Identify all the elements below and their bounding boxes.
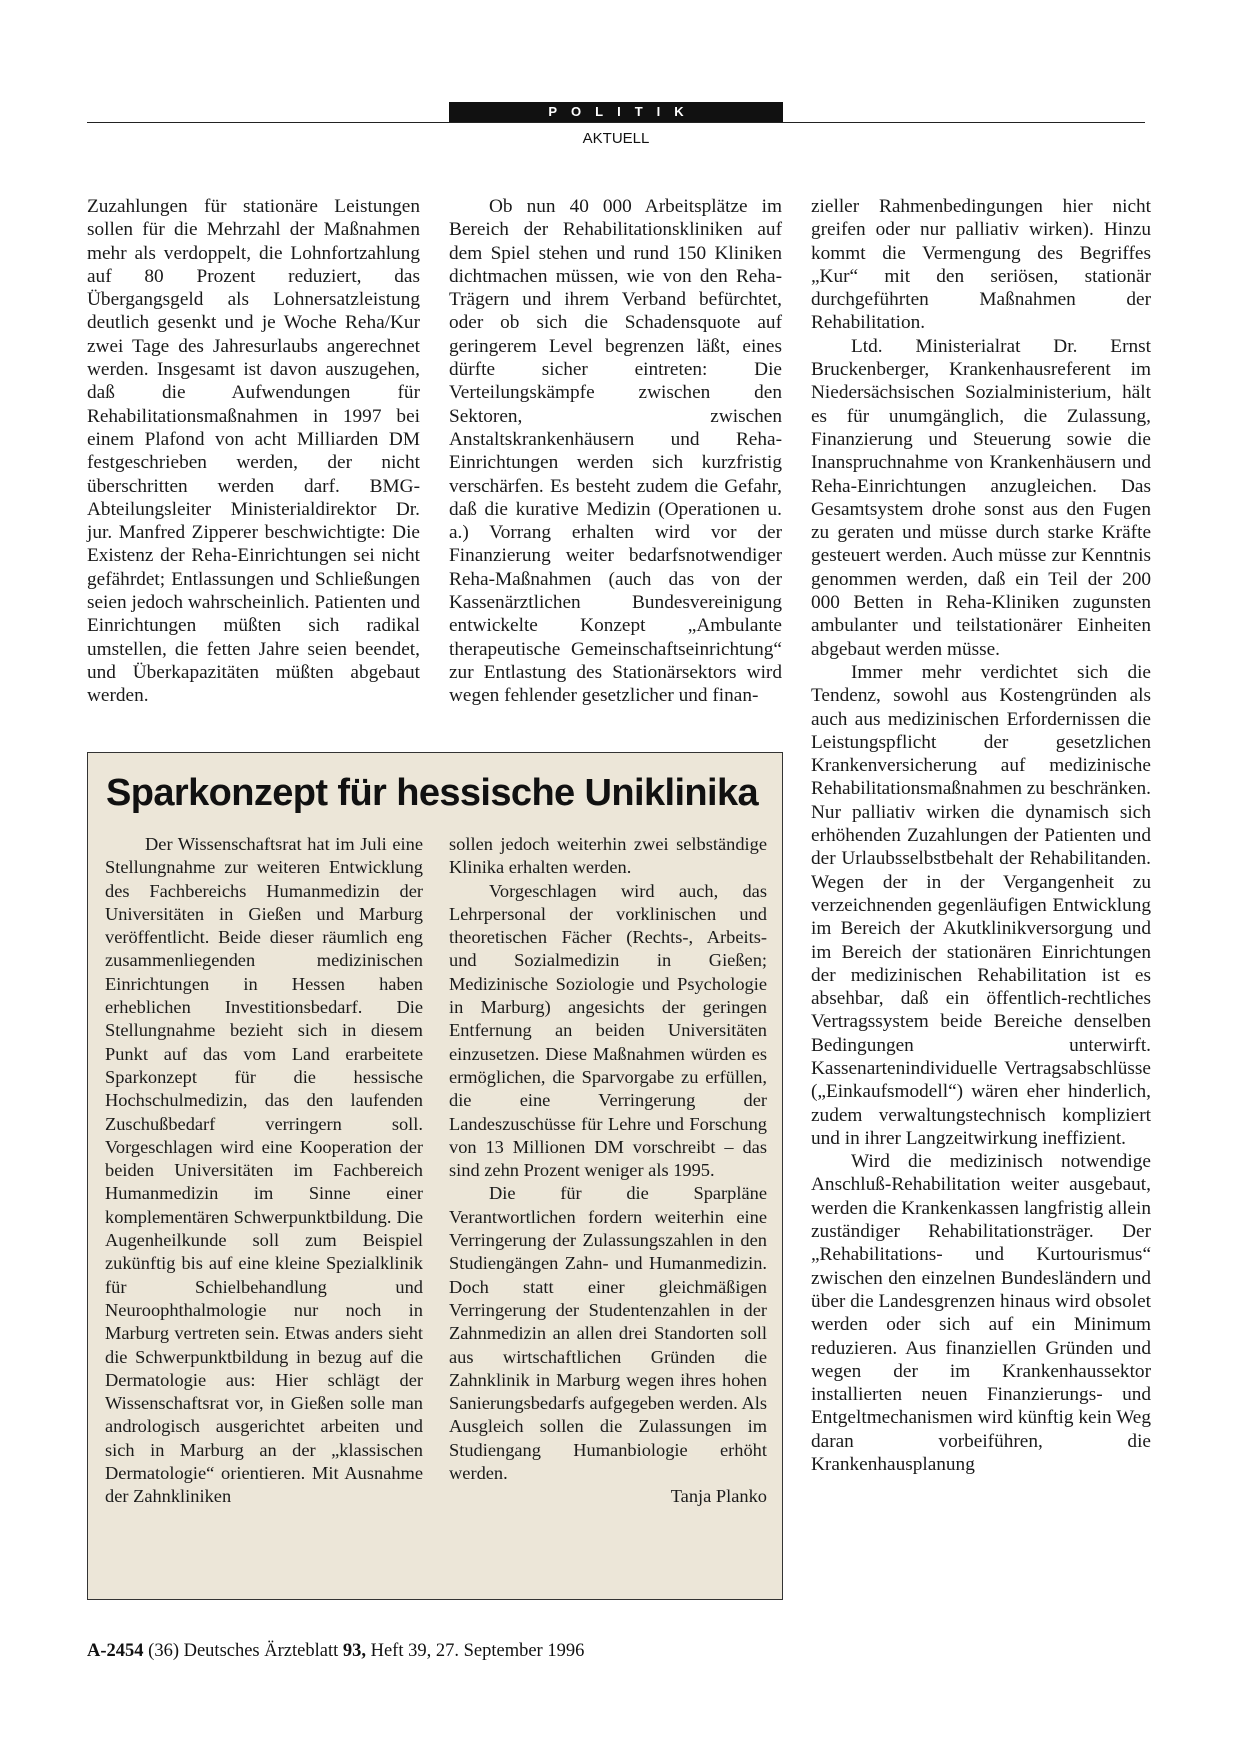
article-column-1 [87, 195, 420, 708]
footer-journal: (36) Deutsches Ärzteblatt [148, 1641, 339, 1661]
box-column-2 [449, 833, 767, 1509]
paragraph: sollen jedoch weiterhin zwei selbständige Klinika erhalten werden. [449, 834, 767, 878]
paragraph: Immer mehr verdichtet sich die Tendenz, sowohl aus Kostengründen als auch aus medizinischen Erfordernissen die Leistungspflicht der gesetzlichen Krankenversicherung auf medizinische Rehabilitationsmaßnahmen zu beschränken. Nur palliativ wirken die dynamisch sich erhöhenden Zuzahlungen der Patienten und der Urlaubsselbstbehalt der Rehabilitanden. Wegen der in der Vergangenheit zu verzeichnenden gegenläufigen Entwicklung im Bereich der Akutklinikversorgung und im Bereich der stationären Einrichtungen der medizinischen Rehabilitation ist es absehbar, daß ein öffentlich-rechtliches Vertragssystem beide Bereiche denselben Bedingungen unterwirft. Kassenartenindividuelle Vertragsabschlüsse („Einkaufsmodell“) wären eher hinderlich, zudem verwaltungstechnisch kompliziert und in ihrer Langzeitwirkung ineffizient. [811, 661, 1151, 1149]
paragraph: Ob nun 40 000 Arbeitsplätze im Bereich der Rehabilitationskliniken auf dem Spiel stehen und rund 150 Kliniken dichtmachen müssen, wie von den Reha-Trägern und ihrem Verband befürchtet, oder ob sich die Schadensquote auf geringerem Level begrenzen läßt, eines dürfte sicher eintreten: Die Verteilungskämpfe zwischen den Sektoren, zwischen Anstaltskrankenhäusern und Reha-Einrichtungen werden sich kurzfristig verschärfen. Es besteht zudem die Gefahr, daß die kurative Medizin (Operationen u. a.) Vorrang erhalten wird vor der Finanzierung weiter bedarfsnotwendiger Reha-Maßnahmen (auch das von der Kassenärztlichen Bundesvereinigung entwickelte Konzept „Ambulante therapeutische Gemeinschaftseinrichtung“ zur Entlastung des Stationärsektors wird wegen fehlender gesetzlicher und finan- [449, 196, 782, 707]
paragraph: zieller Rahmenbedingungen hier nicht greifen oder nur palliativ wirken). Hinzu kommt die Vermengung des Begriffes „Kur“ mit den seriösen, stationär durchgeführten Maßnahmen der Rehabilitation. [811, 196, 1151, 334]
box-column-1 [105, 833, 423, 1509]
subsection-label: AKTUELL [582, 130, 650, 147]
sidebar-box [87, 752, 783, 1600]
section-label: POLITIK [449, 102, 783, 122]
footer-volume: 93, [342, 1641, 366, 1661]
paragraph: Der Wissenschaftsrat hat im Juli eine Stellungnahme zur weiteren Entwicklung des Fachbereichs Humanmedizin der Universitäten in Gießen und Marburg veröffentlicht. Beide dieser räumlich eng zusammenliegenden medizinischen Einrichtungen in Hessen haben erheblichen Investitionsbedarf. Die Stellungnahme bezieht sich in diesem Punkt auf das vom Land erarbeitete Sparkonzept für die hessische Hochschulmedizin, das den laufenden Zuschußbedarf verringern soll. Vorgeschlagen wird eine Kooperation der beiden Universitäten im Fachbereich Humanmedizin im Sinne einer komplementären Schwerpunktbildung. Die Augenheilkunde soll zum Beispiel zukünftig bis auf eine kleine Spezialklinik für Schielbehandlung und Neuroophthalmologie nur noch in Marburg vertreten sein. Etwas anders sieht die Schwerpunktbildung in bezug auf die Dermatologie aus: Hier schlägt der Wissenschaftsrat vor, in Gießen solle man andrologisch ausgerichtet arbeiten und sich in Marburg an der „klassischen Dermatologie“ orientieren. Mit Ausnahme der Zahnkliniken [105, 834, 423, 1507]
author-byline: Tanja Planko [670, 1486, 767, 1507]
article-column-3 [811, 195, 1151, 1476]
page-footer [87, 1640, 584, 1662]
box-headline: Sparkonzept für hessische Uniklinika [106, 772, 759, 814]
paragraph: Die für die Sparpläne Verantwortlichen fordern weiterhin eine Verringerung der Zulassungszahlen in den Studiengängen Zahn- und Humanmedizin. Doch statt einer gleichmäßigen Verringerung der Studentenzahlen in der Zahnmedizin an allen drei Standorten soll aus wirtschaftlichen Gründen die Zahnklinik in Marburg wegen ihres hohen Sanierungsbedarfs aufgegeben werden. Als Ausgleich sollen die Zulassungen im Studiengang Humanbiologie erhöht werden. [449, 1183, 767, 1484]
paragraph: Vorgeschlagen wird auch, das Lehrpersonal der vorklinischen und theoretischen Fächer (Rechts-, Arbeits- und Sozialmedizin in Gießen; Medizinische Soziologie und Psychologie in Marburg) angesichts der geringen Entfernung an beiden Universitäten einzusetzen. Diese Maßnahmen würden es ermöglichen, die Sparvorgabe zu erfüllen, die eine Verringerung der Landeszuschüsse für Lehre und Forschung von 13 Millionen DM vorschreibt – das sind zehn Prozent weniger als 1995. [449, 880, 767, 1181]
footer-issue: Heft 39, 27. September 1996 [370, 1641, 585, 1661]
article-column-2 [449, 195, 782, 708]
paragraph: Wird die medizinisch notwendige Anschluß-Rehabilitation weiter ausgebaut, werden die Krankenkassen langfristig allein zuständiger Rehabilitationsträger. Der „Rehabilitations- und Kurtourismus“ zwischen den einzelnen Bundesländern und über die Landesgrenzen hinaus wird obsolet werden oder sich auf ein Minimum reduzieren. Aus finanziellen Gründen und wegen der im Krankenhaussektor installierten neuen Finanzierungs- und Entgeltmechanismen wird künftig kein Weg daran vorbeiführen, die Krankenhausplanung [811, 1151, 1151, 1476]
page-number: A-2454 [87, 1641, 144, 1661]
paragraph: Zuzahlungen für stationäre Leistungen sollen für die Mehrzahl der Maßnahmen mehr als verdoppelt, die Lohnfortzahlung auf 80 Prozent reduziert, das Übergangsgeld als Lohnersatzleistung deutlich gesenkt und je Woche Reha/Kur zwei Tage des Jahresurlaubs angerechnet werden. Insgesamt ist davon auszugehen, daß die Aufwendungen für Rehabilitationsmaßnahmen in 1997 bei einem Plafond von acht Milliarden DM festgeschrieben werden, der nicht überschritten werden darf. BMG-Abteilungsleiter Ministerialdirektor Dr. jur. Manfred Zipperer beschwichtigte: Die Existenz der Reha-Einrichtungen sei nicht gefährdet; Entlassungen und Schließungen seien jedoch wahrscheinlich. Patienten und Einrichtungen müßten sich radikal umstellen, die fetten Jahre seien beendet, und Überkapazitäten müßten abgebaut werden. [87, 196, 420, 707]
paragraph: Ltd. Ministerialrat Dr. Ernst Bruckenberger, Krankenhausreferent im Niedersächsischen Sozialministerium, hält es für unumgänglich, die Zulassung, Finanzierung und Steuerung sowie die Inanspruchnahme von Krankenhäusern und Reha-Einrichtungen anzugleichen. Das Gesamtsystem drohe sonst aus den Fugen zu geraten und müsse durch starke Kräfte gesteuert werden. Auch müsse zur Kenntnis genommen werden, daß ein Teil der 200 000 Betten in Reha-Kliniken zugunsten ambulanter und teilstationärer Einheiten abgebaut werden müsse. [811, 335, 1151, 660]
header-rule [87, 122, 1145, 123]
